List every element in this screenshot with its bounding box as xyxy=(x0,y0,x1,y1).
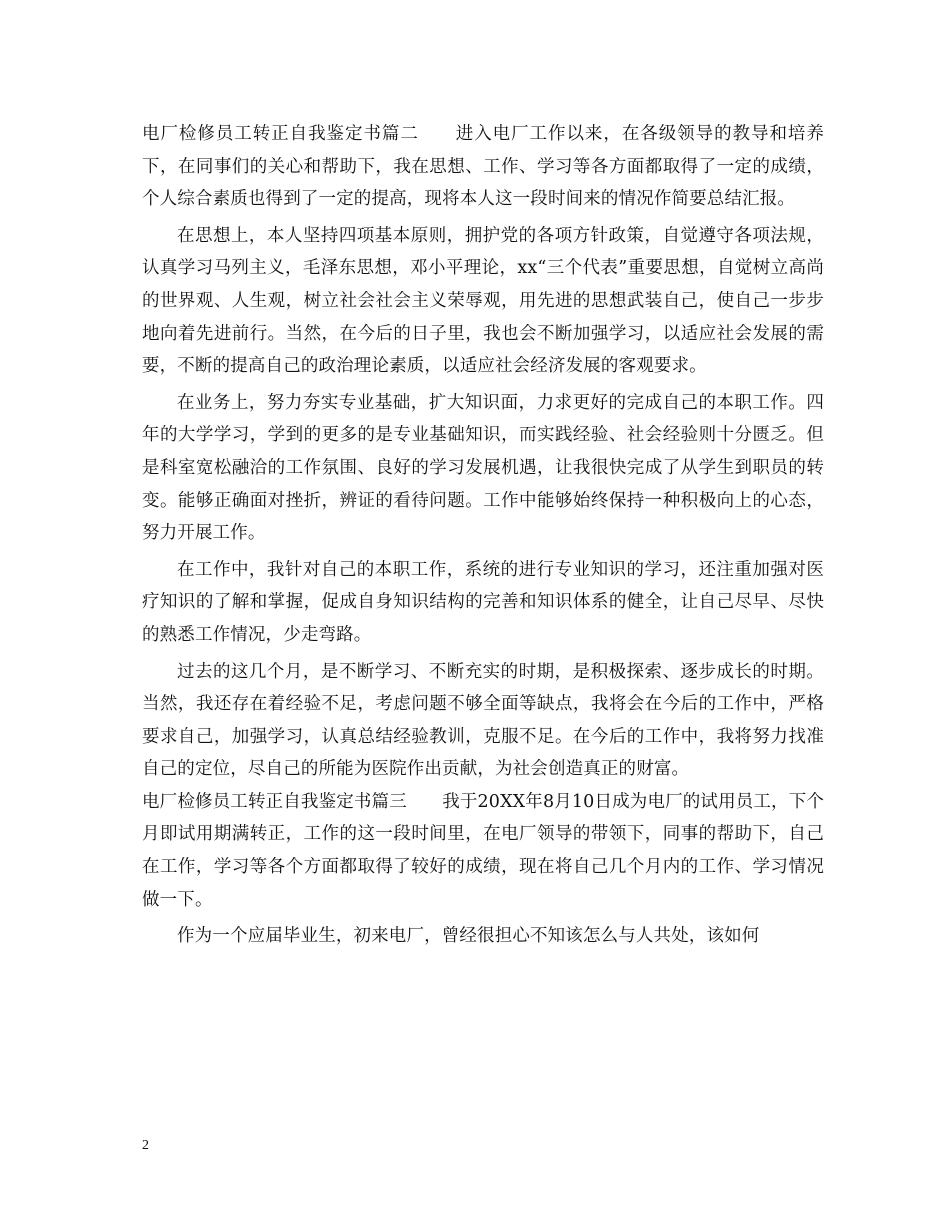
heading-spacer xyxy=(407,792,442,812)
page-number: 2 xyxy=(142,1138,149,1153)
section-heading-two: 电厂检修员工转正自我鉴定书篇二 xyxy=(142,124,419,144)
paragraph-section-two-intro xyxy=(142,118,824,216)
heading-spacer xyxy=(419,124,456,144)
paragraph-section-three-intro xyxy=(142,786,824,916)
section-heading-three: 电厂检修员工转正自我鉴定书篇三 xyxy=(142,791,407,812)
paragraph-text: 进入电厂工作以来，在各级领导的教导和培养下，在同事们的关心和帮助下，我在思想、工作、学习等各方面都取得了一定的成绩，个人综合素质也得到了一定的提高，现将本人这一段时间来的情况作简要总结汇报。 xyxy=(142,124,825,210)
paragraph-work: 在工作中，我针对自己的本职工作，系统的进行专业知识的学习，还注重加强对医疗知识的了解和掌握，促成自身知识结构的完善和知识体系的健全，让自己尽早、尽快的熟悉工作情况，少走弯路。 xyxy=(142,559,824,645)
paragraph-past-months: 过去的这几个月，是不断学习、不断充实的时期，是积极探索、逐步成长的时期。当然，我还存在着经验不足，考虑问题不够全面等缺点，我将会在今后的工作中，严格要求自己，加强学习，认真总结经验教训，克服不足。在今后的工作中，我将努力找准自己的定位，尽自己的所能为医院作出贡献，为社会创造真正的财富。 xyxy=(142,661,824,780)
paragraph-thought: 在思想上，本人坚持四项基本原则，拥护党的各项方针政策，自觉遵守各项法规，认真学习马列主义，毛泽东思想，邓小平理论，xx“三个代表”重要思想，自觉树立高尚的世界观、人生观，树立社会社会主义荣辱观，用先进的思想武装自己，使自己一步步地向着先进前行。当然，在今后的日子里，我也会不断加强学习，以适应社会发展的需要，不断的提高自己的政治理论素质，以适应社会经济发展的客观要求。 xyxy=(142,225,824,377)
paragraph-graduate: 作为一个应届毕业生，初来电厂，曾经很担心不知该怎么与人共处，该如何 xyxy=(177,926,760,947)
paragraph-text: 我于20XX年8月10日成为电厂的试用员工，下个月即试用期满转正，工作的这一段时间里，在电厂领导的带领下，同事的帮助下，自己在工作，学习等各个方面都取得了较好的成绩，现在将自己几个月内的工作、学习情况做一下。 xyxy=(142,791,825,910)
document-body xyxy=(142,114,824,953)
paragraph-business: 在业务上，努力夯实专业基础，扩大知识面，力求更好的完成自己的本职工作。四年的大学学习，学到的更多的是专业基础知识，而实践经验、社会经验则十分匮乏。但是科室宽松融洽的工作氛围、良好的学习发展机遇，让我很快完成了从学生到职员的转变。能够正确面对挫折，辨证的看待问题。工作中能够始终保持一种积极向上的心态，努力开展工作。 xyxy=(142,392,824,544)
